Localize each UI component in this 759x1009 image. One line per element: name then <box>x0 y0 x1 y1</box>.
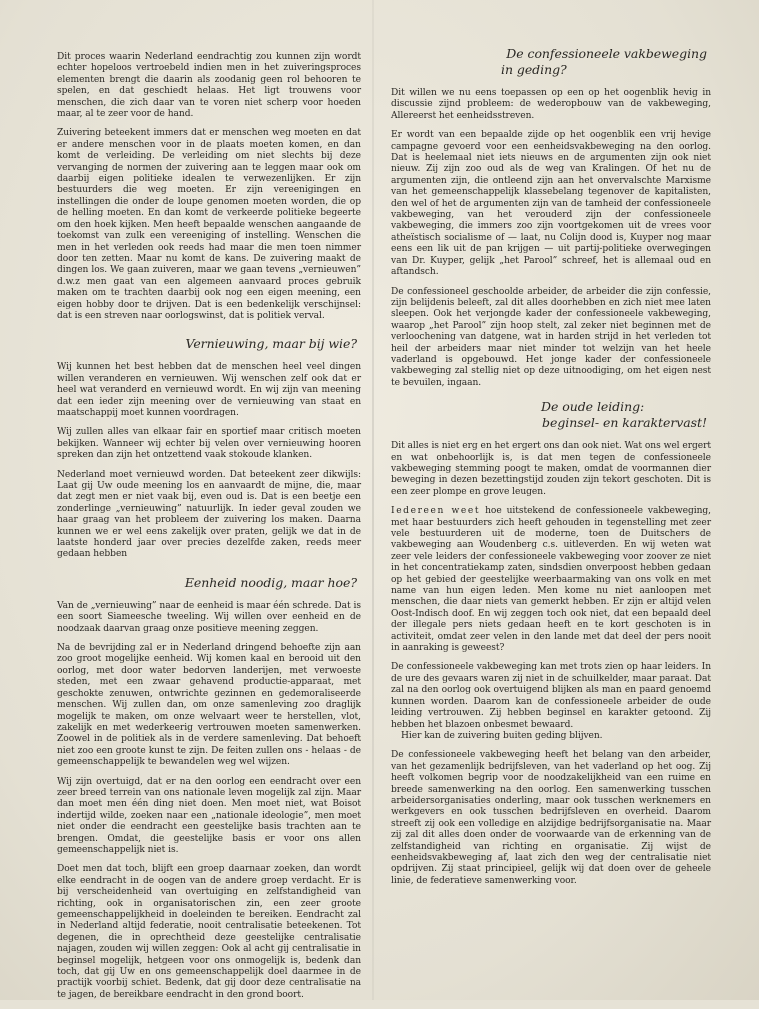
paragraph: Wij zijn overtuigd, dat er na den oorlog een eendracht over een zeer breed terrein van ons nationale leven mogelijk zal zijn. Maar dan moet men één ding niet doen. Men moet niet, wat Boisot indertijd wilde, zoeken naar een „nationale ideologie”, men moet niet onder die eendracht een geestelijke basis trachten aan te brengen. Omdat, die geestelijke basis er voor ons allen gemeenschappelijk niet is. <box>57 776 361 855</box>
left-column <box>57 52 361 1009</box>
paragraph: Na de bevrijding zal er in Nederland dringend behoefte zijn aan zoo groot mogelijke eenheid. Wij komen kaal en berooid uit den oorlog, met door water bedorven landerijen, met verwoeste steden, met een zwaar gehavend productie-apparaat, met geschokte zenuwen, ontwrichte gezinnen en gedemoraliseerde menschen. Wij zullen dan, om onze samenleving zoo draglijk mogelijk te maken, om onze welvaart weer te herstellen, vlot, zakelijk en met wederkeerig vertrouwen moeten samenwerken. Zoowel in de politiek als in de verdere samenleving. Dat behoeft niet zoo een groote kunst te zijn. De feiten zullen ons - helaas - de gemeenschappelijk te bewandelen weg wel wijzen. <box>57 643 361 768</box>
paragraph: Doet men dat toch, blijft een groep daarnaar zoeken, dan wordt elke eendracht in de oogen van de andere groep verdacht. Er is bij verscheidenheid van overtuiging en zelfstandigheid van richting, ook in organisatorischen zin, een zeer groote gemeenschappelijkheid in doeleinden te bereiken. Eendracht zal in Nederland altijd federatie, nooit centralisatie beteekenen. Tot degenen, die in oprechtheid deze geestelijke centralisatie najagen, zouden wij willen zeggen: Ook al acht gij centralisatie in beginsel mogelijk, hetgeen voor ons onmogelijk is, bedenk dan toch, dat gij Uw en ons gemeenschappelijk doel daarmee in de practijk voorbij schiet. Bedenk, dat gij door deze centralisatie na te jagen, de bereikbare eendracht in den grond boort. <box>57 864 361 1000</box>
page-fold <box>372 0 374 1000</box>
paragraph: Dit proces waarin Nederland eendrachtig zou kunnen zijn wordt echter hopeloos vertroebeld indien men in het zuiveringsproces elementen brengt die daarin als zoodanig geen rol behooren te spelen, en dat geschiedt helaas. Het ligt trouwens voor menschen, die zich daar van te voren niet scherp voor hoeden maar, al te zeer voor de hand. <box>57 52 361 120</box>
paragraph: Dit alles is niet erg en het ergert ons dan ook niet. Wat ons wel ergert en wat onbehoorlijk is, is dat men tegen de confessioneele vakbeweging stemming poogt te maken, omdat de voormannen dier beweging in dezen bezettingstijd zouden zijn tekort geschoten. Dit is een zeer plompe en grove leugen. <box>391 441 711 497</box>
paragraph: De confessioneel geschoolde arbeider, de arbeider die zijn confessie, zijn belijdenis beleeft, zal dit alles doorhebben en zich niet mee laten sleepen. Ook het verjongde kader der confessioneele vakbeweging, waarop „het Parool” zijn hoop stelt, zal zeker niet beginnen met de verloochening van datgene, wat in harden strijd in het verleden tot heil der arbeiders maar niet minder tot welzijn van het heele vaderland is opgebouwd. Het jonge kader der confessioneele vakbeweging zal stellig niet op deze uitnoodiging, om het eigen nest te bevuilen, ingaan. <box>391 286 711 388</box>
paragraph: Nederland moet vernieuwd worden. Dat beteekent zeer dikwijls: Laat gij Uw oude meening los en aanvaardt de mijne, die, maar dat zegt men er niet vaak bij, even oud is. Dat is een beetje een zonderlinge „vernieuwing” natuurlijk. In ieder geval zouden we haar graag van het probleem der zuivering los maken. Daarna kunnen we er wel eens zakelijk over praten, gelijk we dat in de laatste honderd jaar over precies dezelfde zaken, reeds meer gedaan hebben <box>57 469 361 560</box>
paragraph: Hier kan de zuivering buiten geding blijven. <box>401 730 603 741</box>
paragraph: De confessioneele vakbeweging kan met trots zien op haar leiders. In de ure des gevaars waren zij niet in de schuilkelder, maar paraat. Dat zal na den oorlog ook overtuigend blijken als man en paard genoemd kunnen worden. Daarom kan de confessioneele arbeider de oude leiding vertrouwen. Zij hebben beginsel en karakter getoond. Zij hebben het blazoen onbesmet bewaard. <box>391 662 711 730</box>
heading-line: beginsel- en karaktervast! <box>542 415 707 431</box>
heading-line: De confessioneele vakbeweging <box>506 46 707 61</box>
section-heading-eenheid: Eenheid noodig, maar hoe? <box>184 574 357 590</box>
paragraph: Dit willen we nu eens toepassen op een op het oogenblik hevig in discussie zijnd probleem: de wederopbouw van de vakbeweging, Allereerst het eenheidsstreven. <box>391 88 711 121</box>
right-column <box>391 46 711 895</box>
paragraph: De confessioneele vakbeweging heeft het belang van den arbeider, van het gezamenlijk bedrijfsleven, van het vaderland op het oog. Zij heeft volkomen begrip voor de noodzakelijkheid van een ruime en breede samenwerking na den oorlog. Een samenwerking tusschen arbeidersorganisaties onderling, maar ook tusschen werknemers en werkgevers en ook tusschen bedrijfsleven en overheid. Daarom streeft zij ook een volledige en alzijdige bedrijfsorganisatie na. Maar zij zal dit alles doen onder de voorwaarde van de erkenning van de zelfstandigheid van richting en organisatie. Zij wijst de eenheidsvakbeweging af, laat zich den weg der centralisatie niet opdrijven. Zij staat principieel, gelijk wij dat doen over de geheele linie, de federatieve samenwerking voor. <box>391 750 711 886</box>
section-heading-vernieuwing: Vernieuwing, maar bij wie? <box>185 336 357 352</box>
paragraph-text: hoe uitstekend de confessioneele vakbeweging, met haar bestuurders zich heeft gehouden in tegenstelling met zeer vele bestuurderen uit de moderne, toen de Duitschers de vakbeweging aan Woudenberg c.s. uitleverden. En wij weten wat zeer vele leiders der confessioneele vakbeweging voor zoover ze niet in het concentratiekamp zaten, sindsdien onverpoost hebben gedaan op het gebied der geestelijke weerbaarmaking van ons volk en met name van hun eigen leden. Men kome nu niet aanloopen met menschen, die daar niets van gemerkt hebben. Er zijn er altijd velen Oost-Indisch doof. En wij zeggen toch ook niet, dat een bepaald deel der illegale pers niets gedaan heeft en te kort geschoten is in activiteit, omdat zeer velen in den lande met dat deel der pers nooit in aanraking is geweest? <box>391 506 711 654</box>
section-heading-vakbeweging <box>391 46 711 78</box>
paragraph <box>391 506 711 654</box>
heading-line: in geding? <box>501 62 567 77</box>
paragraph: Wij zullen alles van elkaar fair en sportief maar critisch moeten bekijken. Wanneer wij echter bij velen over vernieuwing hooren spreken dan zijn het ontzettend vaak stokoude klanken. <box>57 427 361 461</box>
paragraph: Er wordt van een bepaalde zijde op het oogenblik een vrij hevige campagne gevoerd voor een eenheidsvakbeweging na den oorlog. Dat is heelemaal niet iets nieuws en de argumenten zijn ook niet nieuw. Zij zijn zoo oud als de weg van Kralingen. Of het nu de argumenten zijn, die ontleend zijn aan het onvervalschte Marxisme van het gemeenschappelijk klassebelang tegenover de kapitalisten, den wel of het de argumenten zijn van de tamheid der confessioneele vakbeweging, van het verouderd zijn der confessioneele vakbeweging, die immers zoo zijn voortgekomen uit de vrees voor atheïstisch socialisme of — laat, nu Colijn dood is, Kuyper nog maar eens een lik uit de pan krijgen — uit partij-politieke overwegingen van Dr. Kuyper, gelijk „het Parool” schreef, het is allemaal oud en aftandsch. <box>391 130 711 278</box>
spaced-emphasis: Iedereen weet <box>391 506 481 517</box>
heading-line: De oude leiding: <box>541 399 645 415</box>
paragraph: Wij kunnen het best hebben dat de menschen heel veel dingen willen veranderen en vernieuwen. Wij wenschen zelf ook dat er heel wat veranderd en vernieuwd wordt. En wij zijn van meening dat een ieder zijn meening over de vernieuwing van staat en maatschappij moet kunnen voordragen. <box>57 362 361 418</box>
section-heading-oude-leiding <box>391 399 711 431</box>
paragraph: Van de „vernieuwing” naar de eenheid is maar één schrede. Dat is een soort Siameesche tweeling. Wij willen over eenheid en de noodzaak daarvan graag onze positieve meening zeggen. <box>57 600 361 634</box>
paragraph: Zuivering beteekent immers dat er menschen weg moeten en dat er andere menschen voor in de plaats moeten komen, en dan komt de verleiding. De verleiding om niet slechts bij deze vervanging de normen der zuivering aan te leggen maar ook om daarbij eigen politieke idealen te verwezenlijken. Er zijn bestuurders die weg moeten. Er zijn vereenigingen en instellingen die onder de loupe genomen moeten worden, die op de helling moeten. En dan komt de verkeerde politieke begeerte om den hoek kijken. Men heeft bepaalde wenschen aangaande de toekomst van zulk een vereeniging of instelling. Wenschen die men in het verleden ook reeds had maar die men toen nimmer door ten zetten. Maar nu komt de kans. De zuivering maakt de dingen los. We gaan zuiveren, maar we gaan tevens „vernieuwen” d.w.z men gaat van een algemeen aanvaard proces gebruik maken om te trachten daarbij ook nog een eigen meening, een eigen hobby door te drijven. Dat is een bedenkelijk verschijnsel: dat is een streven naar oorlogswinst, dat is politiek verval. <box>57 128 361 321</box>
